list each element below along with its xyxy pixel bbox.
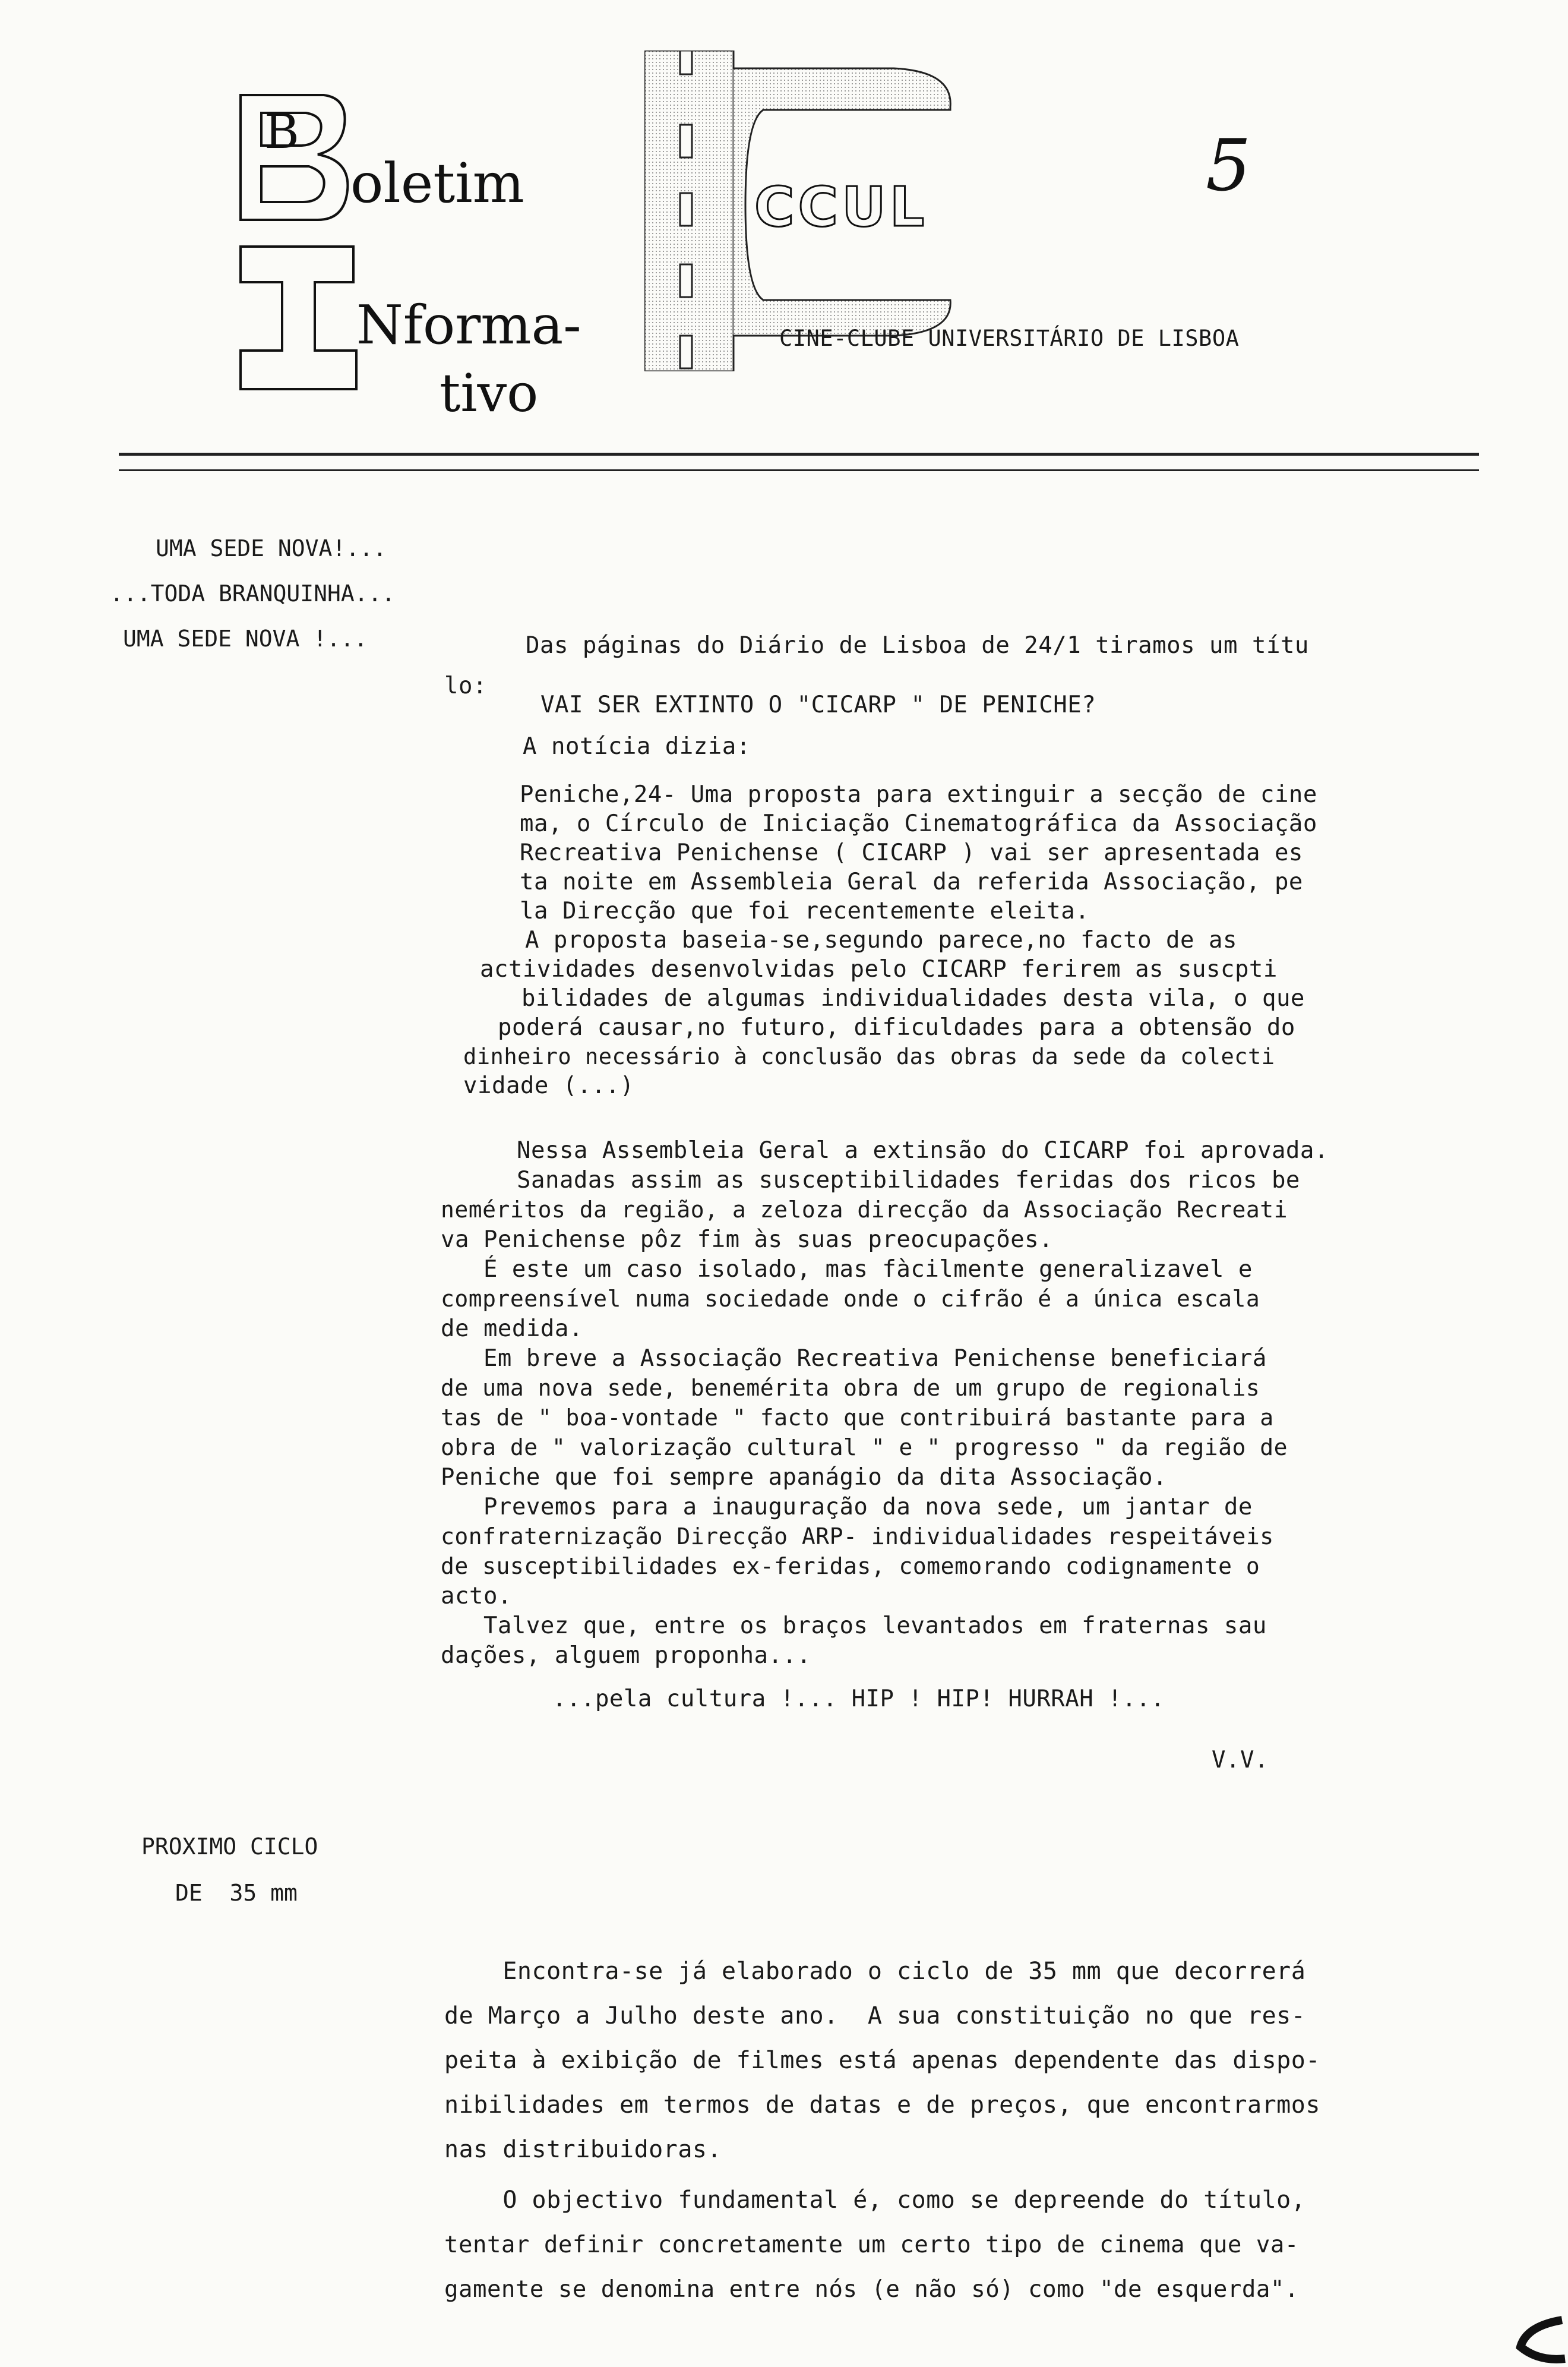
club-name: CINE-CLUBE UNIVERSITÁRIO DE LISBOA — [779, 326, 1240, 351]
letter-i-drawing — [235, 238, 365, 398]
article-line: nibilidades em termos de datas e de preços, que encontrarmos — [444, 2091, 1320, 2119]
title-letter-b: B — [264, 104, 299, 159]
article-line: tas de " boa-vontade " facto que contribuirá bastante para a — [441, 1405, 1274, 1431]
page-corner-mark — [1503, 2314, 1568, 2367]
article-line: bilidades de algumas individualidades desta vila, o que — [521, 985, 1305, 1012]
svg-text:CCUL: CCUL — [754, 175, 928, 239]
article-line: vidade (...) — [463, 1072, 634, 1099]
article-line: Em breve a Associação Recreativa Penichense beneficiará — [441, 1345, 1267, 1372]
article-line: VAI SER EXTINTO O "CICARP " DE PENICHE? — [540, 692, 1096, 718]
article-line: de uma nova sede, benemérita obra de um grupo de regionalis — [441, 1375, 1260, 1401]
article-line: va Penichense pôz fim às suas preocupações. — [441, 1226, 1054, 1253]
article-line: Nessa Assembleia Geral a extinsão do CICARP foi aprovada. — [517, 1137, 1329, 1164]
article-line: A notícia dizia: — [523, 733, 751, 760]
article-line: ta noite em Assembleia Geral da referida Associação, pe — [520, 869, 1303, 895]
article-line: A proposta baseia-se,segundo parece,no facto de as — [482, 927, 1237, 954]
article-line: obra de " valorização cultural " e " progresso " da região de — [441, 1434, 1288, 1460]
header-rule-top — [119, 453, 1479, 456]
article-line: neméritos da região, a zeloza direcção da Associação Recreati — [441, 1197, 1288, 1223]
sidebar-heading-line: DE 35 mm — [175, 1880, 298, 1906]
article-line: gamente se denomina entre nós (e não só) como "de esquerda". — [444, 2276, 1299, 2303]
article-line: Peniche,24- Uma proposta para extinguir a secção de cine — [520, 781, 1317, 808]
article-line: É este um caso isolado, mas fàcilmente generalizavel e — [441, 1256, 1253, 1283]
article-line: de susceptibilidades ex-feridas, comemorando codignamente o — [441, 1553, 1260, 1579]
article-line: tentar definir concretamente um certo tipo de cinema que va- — [444, 2232, 1299, 2258]
article-line: dações, alguem proponha... — [441, 1642, 811, 1669]
title-letter-i — [333, 291, 337, 305]
article-line: dinheiro necessário à conclusão das obras da sede da colecti — [463, 1044, 1275, 1069]
article-line: O objectivo fundamental é, como se depreende do título, — [444, 2186, 1306, 2214]
article-line: compreensível numa sociedade onde o cifrão é a única escala — [441, 1286, 1260, 1312]
article-line: acto. — [441, 1583, 512, 1609]
article-line: la Direcção que foi recentemente eleita. — [520, 898, 1090, 924]
article-line: de medida. — [441, 1315, 583, 1342]
article-line: Peniche que foi sempre apanágio da dita Associação. — [441, 1464, 1167, 1491]
article-line: lo: — [444, 673, 487, 699]
sidebar-heading-line: UMA SEDE NOVA!... — [156, 535, 387, 561]
article-line: peita à exibição de filmes está apenas dependente das dispo- — [444, 2047, 1320, 2074]
article-line: actividades desenvolvidas pelo CICARP ferirem as suscpti — [480, 956, 1278, 983]
club-logo-text — [754, 178, 769, 185]
article-line: Recreativa Penichense ( CICARP ) vai ser apresentada es — [520, 840, 1303, 866]
issue-number: 5 — [1206, 125, 1251, 207]
ccul-logo-icon — [751, 172, 959, 244]
article-line: Talvez que, entre os braços levantados em fraternas sau — [441, 1612, 1267, 1639]
article-line: nas distribuidoras. — [444, 2136, 722, 2163]
sidebar-heading-line: ...TODA BRANQUINHA... — [110, 580, 396, 607]
title-word-informa: Nforma- — [356, 294, 581, 356]
article-line: Prevemos para a inauguração da nova sede, um jantar de — [441, 1494, 1253, 1520]
header-rule-bottom — [119, 469, 1479, 471]
title-word-tivo: tivo — [440, 362, 539, 424]
article-line: Sanadas assim as susceptibilidades feridas dos ricos be — [517, 1167, 1300, 1194]
article-line: confraternização Direcção ARP- individualidades respeitáveis — [441, 1523, 1274, 1549]
article-line: ma, o Círculo de Iniciação Cinematográfica da Associação — [520, 810, 1317, 837]
sidebar-heading-line: UMA SEDE NOVA !... — [123, 626, 368, 652]
title-word-boletim: oletim — [350, 152, 524, 215]
article-line: poderá causar,no futuro, dificuldades para a obtensão do — [498, 1014, 1295, 1041]
article-line: de Março a Julho deste ano. A sua constituição no que res- — [444, 2002, 1306, 2030]
sidebar-heading-line: PROXIMO CICLO — [141, 1833, 318, 1860]
article-signature: V.V. — [1212, 1747, 1269, 1773]
article-line: Das páginas do Diário de Lisboa de 24/1 tiramos um títu — [526, 632, 1309, 659]
article-line: ...pela cultura !... HIP ! HIP! HURRAH !... — [552, 1686, 1165, 1712]
article-line: Encontra-se já elaborado o ciclo de 35 mm que decorrerá — [444, 1958, 1306, 1985]
